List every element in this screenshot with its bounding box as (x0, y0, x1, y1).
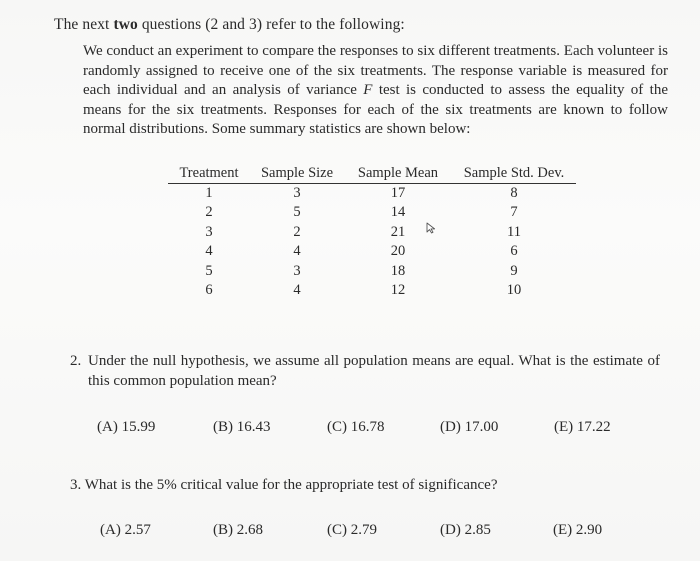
cell-sd: 8 (510, 185, 518, 201)
cell-size: 4 (293, 282, 301, 299)
intro-suffix: questions (2 and 3) refer to the following: (137, 16, 405, 33)
table-header-row (168, 163, 576, 184)
intro-prefix: The next (54, 16, 114, 33)
cell-treatment: 6 (205, 282, 213, 299)
q2-choice-d[interactable]: (D) 17.00 (440, 419, 499, 435)
cell-mean: 20 (390, 243, 406, 260)
question-2 (70, 352, 660, 389)
intro-line (54, 16, 405, 34)
cell-treatment: 4 (205, 243, 213, 260)
table-row (168, 281, 576, 300)
table-row (168, 184, 576, 204)
context-paragraph (83, 42, 668, 140)
q2-choice-b[interactable]: (B) 16.43 (213, 419, 271, 435)
paragraph-part2: test is conducted to assess the equality of the means for the six treatments. Responses for each of the six treatments are known to follow normal distributions. Some summary statistics are shown below: (83, 82, 668, 138)
table-row (168, 203, 576, 222)
cell-sd: 10 (506, 282, 522, 299)
cell-sd: 9 (510, 262, 518, 279)
q2-choice-c[interactable]: (C) 16.78 (327, 419, 385, 435)
cell-size: 5 (293, 204, 301, 221)
summary-statistics-table (168, 163, 576, 300)
q3-choice-e[interactable]: (E) 2.90 (553, 522, 603, 538)
cell-sd: 6 (510, 243, 518, 260)
intro-bold: two (113, 16, 138, 33)
cell-treatment: 5 (205, 262, 213, 279)
table-row (168, 262, 576, 281)
question-3-text: 3. What is the 5% critical value for the appropriate test of significance? (70, 477, 498, 493)
question-2-text: Under the null hypothesis, we assume all population means are equal. What is the estimate of this common population mean? (88, 353, 660, 389)
header-treatment: Treatment (168, 163, 250, 184)
cell-treatment: 3 (205, 223, 213, 240)
cell-size: 3 (293, 185, 301, 201)
q3-choice-d[interactable]: (D) 2.85 (440, 522, 491, 538)
header-sample-mean: Sample Mean (344, 163, 452, 184)
cell-size: 3 (293, 262, 301, 279)
cell-size: 2 (293, 223, 301, 240)
cell-mean: 14 (390, 204, 406, 221)
cell-sd: 7 (510, 204, 518, 221)
cell-mean: 12 (390, 282, 406, 299)
mouse-pointer-icon (426, 222, 438, 234)
table-row (168, 223, 576, 242)
cell-size: 4 (293, 243, 301, 260)
header-sample-size: Sample Size (250, 163, 344, 184)
question-2-number: 2. (70, 353, 82, 369)
q2-choice-e[interactable]: (E) 17.22 (554, 419, 611, 435)
q3-choice-c[interactable]: (C) 2.79 (327, 522, 377, 538)
q3-choice-b[interactable]: (B) 2.68 (213, 522, 263, 538)
cell-mean: 18 (390, 262, 406, 279)
cell-sd: 11 (507, 223, 521, 240)
q2-choice-a[interactable]: (A) 15.99 (97, 419, 156, 435)
paragraph-italic-f: F (363, 82, 373, 99)
question-3 (70, 476, 670, 496)
cell-mean: 17 (390, 185, 406, 201)
cell-treatment: 1 (205, 185, 213, 201)
q3-choice-a[interactable]: (A) 2.57 (100, 522, 151, 538)
table-row (168, 242, 576, 261)
cell-mean: 21 (390, 223, 406, 240)
cell-treatment: 2 (205, 204, 213, 221)
paragraph-part1: We conduct an experiment to compare the responses to six different treatments. Each volunteer is randomly assigned to receive one of the six treatments. The response variable is measured for each individual and an analysis of variance (83, 43, 668, 99)
header-sample-std-dev: Sample Std. Dev. (452, 163, 576, 184)
